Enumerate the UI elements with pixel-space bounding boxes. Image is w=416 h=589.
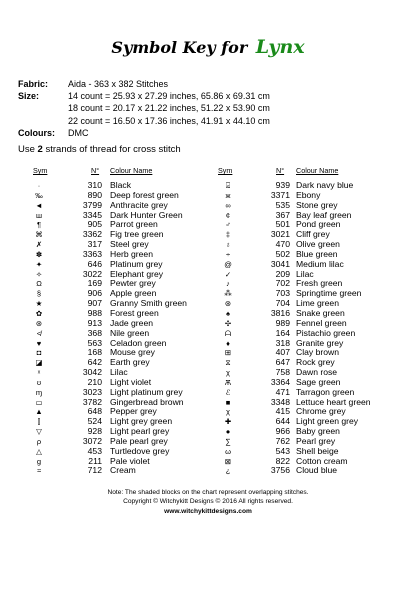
dmc-number: 368 [87, 327, 102, 338]
stitch-symbol-icon: △ [36, 446, 42, 456]
dmc-number: 210 [87, 376, 102, 387]
stitch-symbol-icon: ж [225, 190, 231, 200]
stitch-symbol-icon: Ѫ [224, 377, 232, 387]
spec-value: 22 count = 16.50 x 17.36 inches, 41.91 x 44.10 cm [68, 115, 270, 126]
colour-name: Parrot green [110, 219, 158, 230]
specifications [18, 78, 270, 139]
spec-value: 18 count = 20.17 x 21.22 inches, 51.22 x 53.90 cm [68, 103, 270, 114]
header-sym-right: Sym [218, 166, 233, 175]
stitch-symbol-icon: ш [35, 210, 43, 220]
spec-value: 14 count = 25.93 x 27.29 inches, 65.86 x 69.31 cm [68, 91, 270, 102]
stitch-symbol-icon: · [37, 181, 41, 190]
dmc-number: 3364 [270, 376, 290, 387]
colour-name: Light grey green [110, 416, 173, 427]
colour-name: Pale pearl grey [110, 435, 168, 446]
stitch-symbol-icon: ✦ [35, 259, 43, 269]
stitch-symbol-icon: ρ [36, 436, 42, 446]
header-num-left: N° [91, 166, 100, 175]
dmc-number: 168 [87, 347, 102, 358]
dmc-number: 703 [275, 288, 290, 299]
stitch-symbol-icon: ⁂ [224, 289, 232, 299]
stitch-symbol-icon: ⫿ [37, 417, 41, 427]
dmc-number: 471 [275, 386, 290, 397]
colour-name: Black [110, 180, 132, 190]
stitch-symbol-icon: ■ [225, 397, 231, 407]
colour-name: Cotton cream [296, 455, 348, 466]
colour-name: Stone grey [296, 199, 338, 210]
footer-url[interactable]: www.witchykittdesigns.com [164, 507, 252, 515]
dmc-number: 3782 [82, 396, 102, 407]
colour-name: Cream [110, 465, 136, 476]
stitch-symbol-icon: ♁ [225, 240, 231, 250]
stitch-symbol-icon: ● [225, 427, 231, 437]
dmc-number: 3042 [82, 367, 102, 378]
colour-name: Apple green [110, 288, 157, 299]
colour-name: Medium lilac [296, 258, 344, 269]
dmc-number: 907 [87, 298, 102, 309]
stitch-symbol-icon: ▲ [35, 407, 43, 417]
dmc-number: 524 [87, 416, 102, 427]
dmc-number: 3371 [270, 189, 290, 200]
stitch-symbol-icon: ✚ [224, 417, 232, 427]
stitch-symbol-icon: ≈ [36, 466, 42, 476]
stitch-symbol-icon: ♥ [36, 338, 42, 348]
title-prefix: Symbol Key for [111, 38, 248, 57]
dmc-number: 318 [275, 337, 290, 348]
spec-value: DMC [68, 127, 89, 138]
colour-name: Shell beige [296, 445, 339, 456]
spec-row [18, 115, 270, 127]
colour-name: Mouse grey [110, 347, 155, 358]
dmc-number: 367 [275, 209, 290, 220]
header-sym-left: Sym [33, 166, 48, 175]
dmc-number: 453 [87, 445, 102, 456]
dmc-number: 966 [275, 426, 290, 437]
stitch-symbol-icon: @ [224, 259, 232, 269]
colour-name: Granite grey [296, 337, 344, 348]
colour-name: Pale violet [110, 455, 150, 466]
colour-name: Pistachio green [296, 327, 356, 338]
footer-copyright: Copyright © Witchykitt Designs © 2016 All rights reserved. [123, 498, 293, 506]
dmc-number: 169 [87, 278, 102, 289]
dmc-number: 3021 [270, 229, 290, 240]
colour-name: Pearl grey [296, 435, 336, 446]
colour-name: Earth grey [110, 357, 150, 368]
colour-name: Chrome grey [296, 406, 346, 417]
dmc-number: 3345 [82, 209, 102, 220]
dmc-number: 890 [87, 189, 102, 200]
stitch-symbol-icon: ♠ [226, 308, 230, 318]
colour-name: Light violet [110, 376, 152, 387]
stitch-symbol-icon: g [36, 456, 42, 466]
dmc-number: 3072 [82, 435, 102, 446]
dmc-number: 563 [87, 337, 102, 348]
colour-name: Celadon green [110, 337, 167, 348]
dmc-number: 3348 [270, 396, 290, 407]
dmc-number: 913 [87, 317, 102, 328]
colour-name: Turtledove grey [110, 445, 170, 456]
colour-name: Granny Smith green [110, 298, 187, 309]
stitch-symbol-icon: ✿ [35, 308, 43, 318]
dmc-number: 164 [275, 327, 290, 338]
dmc-number: 317 [87, 239, 102, 250]
colour-name: Lettuce heart green [296, 396, 371, 407]
colour-name: Fennel green [296, 317, 347, 328]
dmc-number: 211 [88, 455, 102, 466]
stitch-symbol-icon: ω [225, 446, 231, 456]
stitch-symbol-icon: ¶ [36, 220, 42, 230]
colour-name: Anthracite grey [110, 199, 168, 210]
dmc-number: 702 [275, 278, 290, 289]
dmc-number: 712 [87, 465, 102, 476]
dmc-number: 3022 [82, 268, 102, 279]
stitch-symbol-icon: χ [226, 368, 230, 378]
header-num-right: N° [276, 166, 285, 175]
colour-name: Fresh green [296, 278, 343, 289]
colour-name: Jade green [110, 317, 154, 328]
stitch-symbol-icon: ⊠ [224, 456, 232, 466]
stitch-symbol-icon: ♪ [226, 279, 230, 289]
stitch-symbol-icon: ✓ [224, 269, 232, 279]
colour-name: Lime green [296, 298, 339, 309]
stitch-symbol-icon: ‡ [225, 230, 231, 240]
colour-name: Elephant grey [110, 268, 164, 279]
colour-name: Ebony [296, 189, 321, 200]
stitch-symbol-icon: ✧ [35, 269, 43, 279]
dmc-number: 905 [87, 219, 102, 230]
colour-name: Lilac [296, 268, 314, 279]
colour-name: Fig tree green [110, 229, 164, 240]
stitch-symbol-icon: ɱ [35, 387, 43, 397]
footer-note: Note: The shaded blocks on the chart represent overlapping stitches. [107, 489, 309, 496]
dmc-number: 704 [275, 298, 290, 309]
colour-name: Cliff grey [296, 229, 330, 240]
spec-value: Aida - 363 x 382 Stitches [68, 79, 169, 89]
stitch-symbol-icon: ∞ [225, 200, 231, 210]
dmc-number: 501 [275, 219, 290, 230]
stitch-symbol-icon: ▽ [36, 427, 42, 437]
colour-name: Pewter grey [110, 278, 156, 289]
colour-name: Rock grey [296, 357, 335, 368]
colour-name: Light green grey [296, 416, 359, 427]
stitch-symbol-icon: χ [226, 407, 230, 417]
stitch-symbol-icon: ⌘ [35, 230, 43, 240]
dmc-number: 648 [87, 406, 102, 417]
colour-name: Baby green [296, 426, 340, 437]
colour-name: Platinum grey [110, 258, 163, 269]
dmc-number: 762 [275, 435, 290, 446]
colour-name: Gingerbread brown [110, 396, 184, 407]
stitch-symbol-icon: ◄ [35, 200, 43, 210]
dmc-number: 310 [87, 180, 102, 190]
colour-name: Lilac [110, 367, 128, 378]
colour-name: Steel grey [110, 239, 149, 250]
dmc-number: 928 [87, 426, 102, 437]
stitch-symbol-icon: ≮ [36, 328, 42, 338]
stitch-symbol-icon: ◘ [36, 348, 42, 358]
stitch-symbol-icon: ⍃ [225, 181, 231, 190]
colour-name: Herb green [110, 248, 153, 259]
spec-row [18, 102, 270, 114]
colour-name: Light pearl grey [110, 426, 170, 437]
colour-name: Deep forest green [110, 189, 179, 200]
colour-name: Bay leaf green [296, 209, 352, 220]
spec-row [18, 127, 270, 139]
stitch-symbol-icon: ˣ [37, 368, 41, 378]
spec-label: Fabric: [18, 79, 49, 89]
stitch-symbol-icon: ʊ [36, 377, 42, 387]
page-title [0, 36, 416, 58]
stitch-symbol-icon: ¢ [225, 210, 231, 220]
spec-label [18, 102, 68, 114]
dmc-number: 3362 [82, 229, 102, 240]
spec-label [18, 115, 68, 127]
dmc-number: 644 [275, 416, 290, 427]
dmc-number: 535 [275, 199, 290, 210]
stitch-symbol-icon: ¿ [225, 466, 231, 476]
stitch-symbol-icon: Ω [36, 279, 42, 289]
dmc-number: 939 [275, 180, 290, 190]
stitch-symbol-icon: ✽ [35, 249, 43, 259]
spec-row [18, 90, 270, 102]
colour-name: Dawn rose [296, 367, 338, 378]
colour-name: Clay brown [296, 347, 339, 358]
colour-name: Pepper grey [110, 406, 157, 417]
stitch-symbol-icon: ‰ [35, 190, 43, 200]
dmc-number: 415 [275, 406, 290, 417]
stitch-symbol-icon: ⊛ [35, 318, 43, 328]
footer [0, 488, 416, 516]
dmc-number: 543 [275, 445, 290, 456]
dmc-number: 758 [275, 367, 290, 378]
dmc-number: 3756 [270, 465, 290, 476]
dmc-number: 407 [275, 347, 290, 358]
colour-name: Dark navy blue [296, 180, 354, 190]
colour-name: Forest green [110, 307, 159, 318]
dmc-number: 470 [275, 239, 290, 250]
dmc-number: 988 [87, 307, 102, 318]
dmc-number: 906 [87, 288, 102, 299]
stitch-symbol-icon: ♦ [226, 338, 230, 348]
colour-name: Olive green [296, 239, 340, 250]
colour-name: Sage green [296, 376, 341, 387]
dmc-number: 647 [275, 357, 290, 368]
dmc-number: 3799 [82, 199, 102, 210]
colour-name: Pond green [296, 219, 341, 230]
stitch-symbol-icon: ∑ [225, 436, 231, 446]
dmc-number: 502 [275, 248, 290, 259]
colour-name: Light platinum grey [110, 386, 183, 397]
stitch-symbol-icon: ⊛ [224, 299, 232, 309]
colour-name: Springtime green [296, 288, 362, 299]
dmc-number: 3363 [82, 248, 102, 259]
stitch-symbol-icon: ᗩ [224, 328, 232, 338]
stitch-symbol-icon: ✣ [224, 318, 232, 328]
stitch-symbol-icon: ⧖ [225, 358, 231, 368]
spec-label: Size: [18, 91, 40, 102]
stitch-symbol-icon: ♂ [225, 220, 231, 230]
stitch-symbol-icon: ⊞ [224, 348, 232, 358]
colour-name: Snake green [296, 307, 345, 318]
dmc-number: 989 [275, 317, 290, 328]
header-name-right: Colour Name [296, 166, 339, 175]
dmc-number: 642 [87, 357, 102, 368]
dmc-number: 822 [275, 455, 290, 466]
stitch-symbol-icon: § [36, 289, 42, 299]
stitch-symbol-icon: ÷ [225, 249, 231, 259]
dmc-number: 209 [275, 268, 290, 279]
stitch-symbol-icon: ℰ [225, 387, 231, 397]
title-pattern-name: Lynx [255, 36, 305, 58]
stitch-symbol-icon: ◪ [35, 358, 43, 368]
dmc-number: 3041 [270, 258, 290, 269]
spec-label: Colours: [18, 127, 55, 138]
spec-row [18, 78, 270, 90]
stitch-symbol-icon: ★ [35, 299, 43, 309]
stitch-symbol-icon: ✗ [35, 240, 43, 250]
colour-name: Cloud blue [296, 465, 338, 476]
header-name-left: Colour Name [110, 166, 153, 175]
thread-instruction: Use 2 strands of thread for cross stitch [18, 144, 181, 155]
stitch-symbol-icon: ▭ [35, 397, 43, 407]
colour-name: Tarragon green [296, 386, 355, 397]
dmc-number: 3023 [82, 386, 102, 397]
colour-name: Blue green [296, 248, 338, 259]
dmc-number: 3816 [270, 307, 290, 318]
colour-name: Nile green [110, 327, 150, 338]
colour-name: Dark Hunter Green [110, 209, 183, 220]
dmc-number: 646 [87, 258, 102, 269]
